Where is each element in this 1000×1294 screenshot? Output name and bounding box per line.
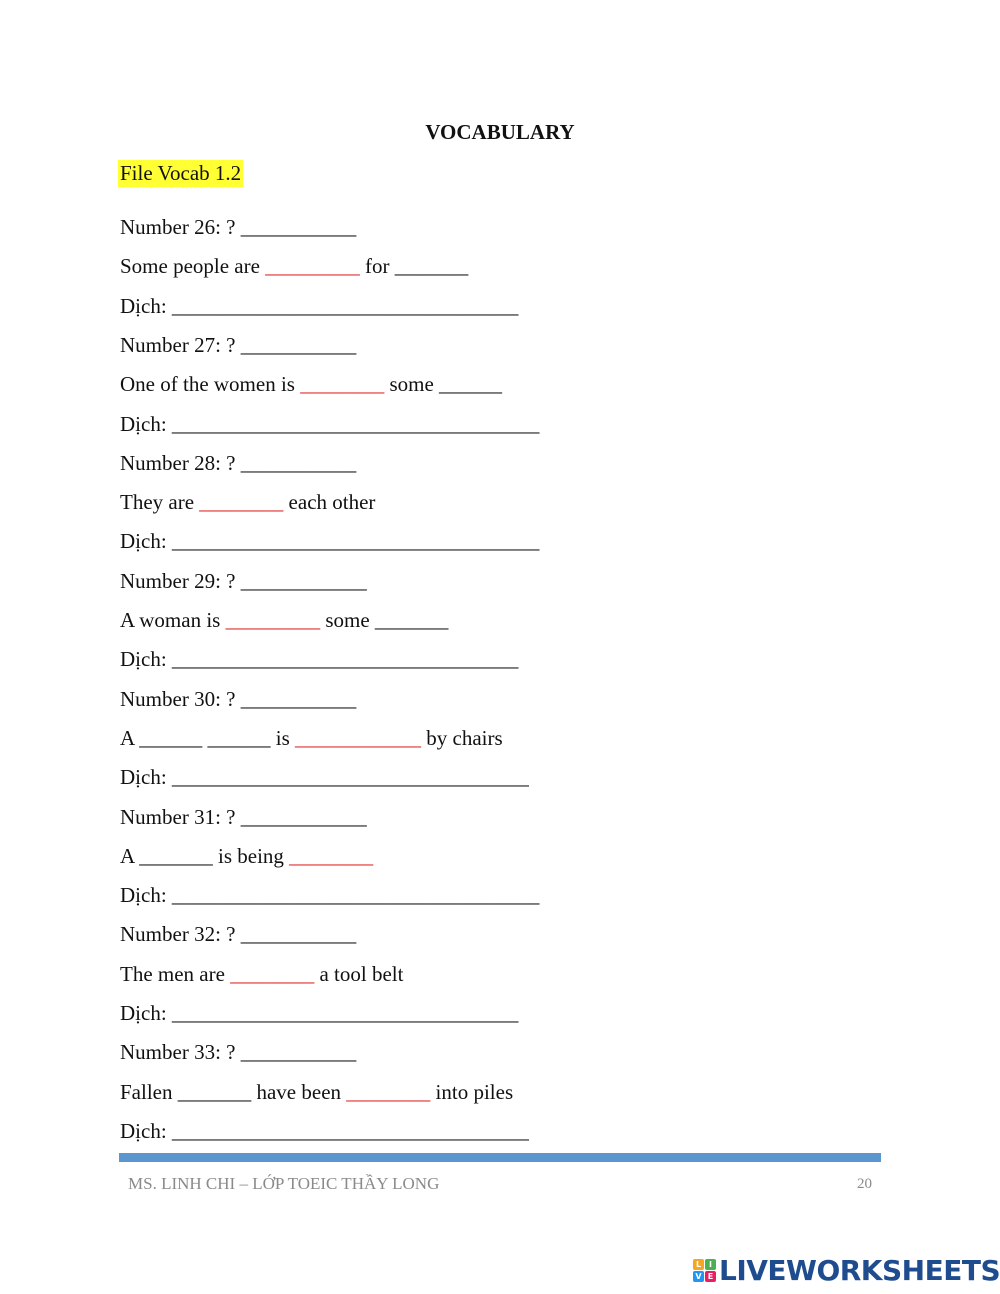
footer-text: MS. LINH CHI – LỚP TOEIC THẦY LONG (128, 1174, 440, 1193)
answer-blank[interactable]: _________ (225, 608, 321, 632)
sentence-text: some ______ (384, 372, 503, 397)
translation-line[interactable]: Dịch: _________________________________ (120, 293, 519, 318)
answer-blank[interactable]: ________ (346, 1079, 431, 1104)
sentence-text: into piles (430, 1079, 514, 1104)
sentence-text: for _______ (359, 254, 469, 279)
answer-blank[interactable]: ________ (199, 490, 284, 515)
answer-blank[interactable]: _________ (265, 254, 360, 279)
item-number: Number 31: ? ____________ (120, 804, 367, 829)
translation-line[interactable]: Dịch: __________________________________ (120, 765, 529, 790)
translation-line[interactable]: Dịch: _________________________________ (120, 1001, 519, 1025)
translation-line[interactable]: Dịch: ___________________________________ (120, 883, 540, 908)
translation-line[interactable]: Dịch: __________________________________ (120, 1118, 529, 1143)
translation-line[interactable]: Dịch: ___________________________________ (120, 529, 540, 554)
answer-blank[interactable]: ________ (300, 372, 385, 397)
sentence-text: A ______ ______ is (120, 725, 296, 750)
answer-blank[interactable]: ________ (230, 961, 315, 986)
answer-blank[interactable]: ____________ (295, 725, 422, 750)
sentence-text: A _______ is being (120, 843, 290, 868)
liveworksheets-logo (693, 1252, 1000, 1288)
sentence-text: One of the women is (120, 372, 301, 397)
item-sentence (120, 252, 468, 280)
translation-line[interactable]: Dịch: _________________________________ (120, 647, 519, 672)
item-number: Number 33: ? ___________ (120, 1040, 357, 1065)
sentence-text: by chairs (421, 725, 503, 750)
item-number: Number 30: ? ___________ (120, 686, 357, 711)
item-number: Number 27: ? ___________ (120, 332, 357, 357)
item-number: Number 32: ? ___________ (120, 922, 357, 947)
logo-icon (693, 1259, 716, 1282)
translation-line[interactable]: Dịch: ___________________________________ (120, 411, 540, 436)
sentence-text: Some people are (120, 254, 266, 279)
file-label: File Vocab 1.2 (120, 161, 242, 185)
sentence-text: Fallen _______ have been (120, 1079, 347, 1104)
sentence-text: The men are (120, 961, 231, 986)
logo-text: LIVEWORKSHEETS (719, 1253, 1000, 1287)
sentence-text: a tool belt (314, 961, 404, 986)
logo-letter: V (693, 1271, 704, 1282)
sentence-text: some _______ (320, 608, 449, 632)
item-sentence (120, 724, 503, 752)
logo-letter: L (693, 1259, 704, 1270)
item-sentence (120, 370, 502, 398)
sentence-text: each other (283, 490, 376, 515)
item-sentence (120, 842, 373, 870)
item-sentence (120, 488, 375, 516)
item-sentence (120, 960, 403, 988)
item-number: Number 29: ? ____________ (120, 568, 367, 593)
answer-blank[interactable]: ________ (289, 843, 374, 868)
item-sentence (120, 606, 448, 634)
page-title: VOCABULARY (425, 120, 575, 144)
item-sentence (120, 1078, 513, 1106)
sentence-text: They are (120, 490, 200, 515)
footer-divider (119, 1153, 881, 1162)
page-number: 20 (857, 1176, 872, 1192)
logo-letter: E (705, 1271, 716, 1282)
sentence-text: A woman is (120, 608, 226, 632)
item-number: Number 26: ? ___________ (120, 215, 357, 239)
item-number: Number 28: ? ___________ (120, 450, 357, 475)
logo-letter: I (705, 1259, 716, 1270)
